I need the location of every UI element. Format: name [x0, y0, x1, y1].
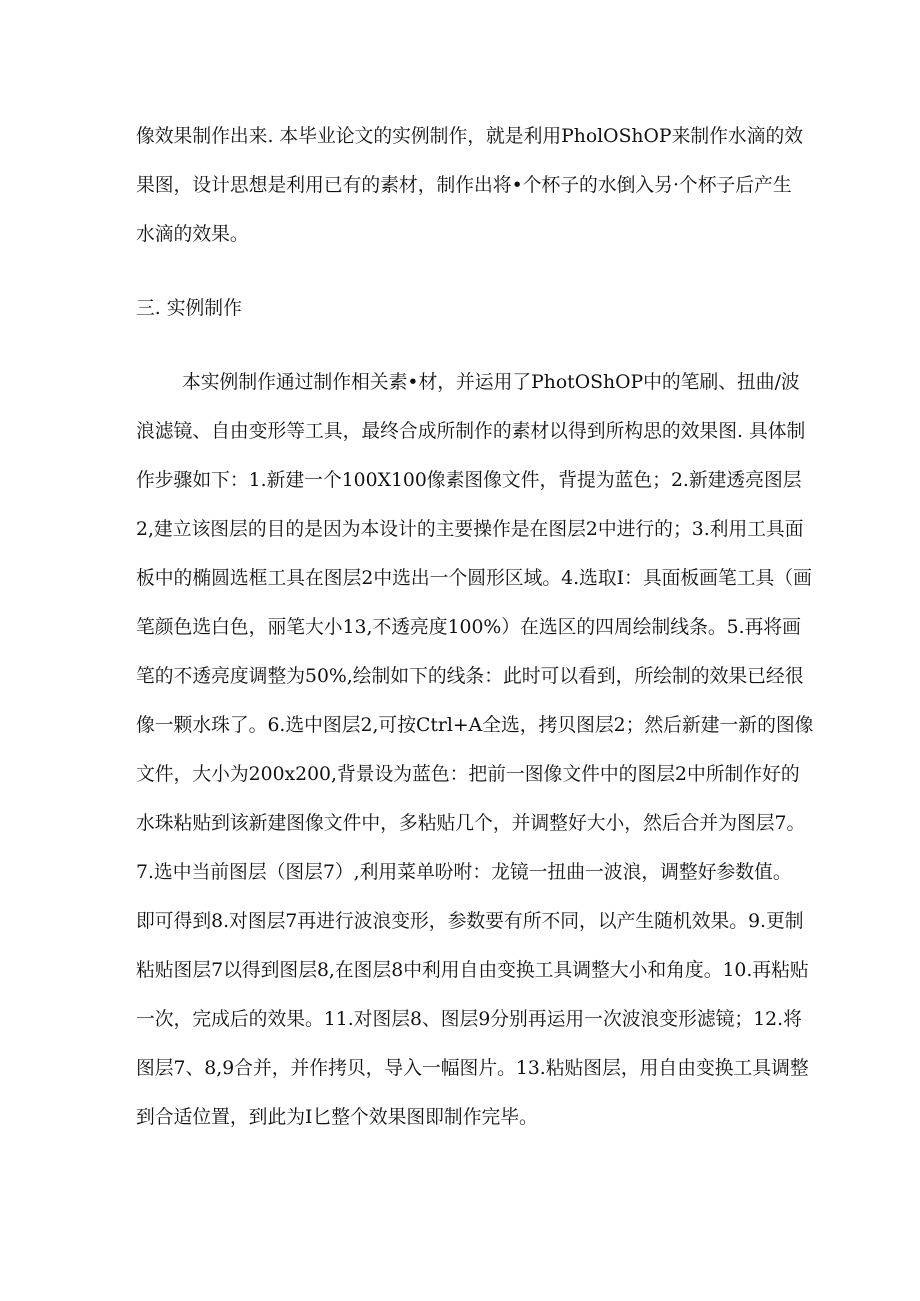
intro-line: 果图，设计思想是利用已有的素材，制作出将•个杯子的水倒入另·个杯子后产生: [136, 175, 792, 196]
body-line: 7.选中当前图层（图层7）,利用菜单吩咐：龙镜一扭曲一波浪，调整好参数值。: [136, 862, 792, 883]
body-line: 作步骤如下：1.新建一个100X100像素图像文件，背提为蓝色；2.新建透亮图层: [136, 470, 802, 491]
body-line: 笔的不透亮度调整为50%,绘制如下的线条：此时可以看到，所绘制的效果已经很: [136, 666, 804, 687]
body-line: 2,建立该图层的目的是因为本设计的主要操作是在图层2中进行的；3.利用工具面: [136, 519, 804, 540]
intro-line: 水滴的效果。: [136, 224, 249, 245]
body-line: 浪滤镜、自由变形等工具，最终合成所制作的素材以得到所构思的效果图. 具体制: [136, 421, 806, 442]
body-line: 即可得到8.对图层7再进行波浪变形，参数要有所不同，以产生随机效果。9.更制: [136, 911, 804, 932]
body-line: 粘贴图层7以得到图层8,在图层8中利用自由变换工具调整大小和角度。10.再粘贴: [136, 960, 809, 981]
body-line: 到合适位置，到此为I匕整个效果图即制作完毕。: [136, 1107, 538, 1128]
body-line: 本实例制作通过制作相关素•材，并运用了PhotOShOP中的笔刷、扭曲/波: [182, 372, 800, 393]
body-line: 笔颜色选白色，丽笔大小13,不透亮度100%）在选区的四周绘制线条。5.再将画: [136, 617, 801, 638]
section-heading: 三. 实例制作: [136, 298, 242, 319]
body-line: 板中的椭圆选框工具在图层2中选出一个圆形区域。4.选取I：具面板画笔工具（画: [136, 568, 812, 589]
body-line: 文件，大小为200x200,背景设为蓝色：把前一图像文件中的图层2中所制作好的: [136, 764, 800, 785]
intro-line: 像效果制作出来. 本毕业论文的实例制作，就是利用PholOShOP来制作水滴的效: [136, 126, 804, 147]
body-line: 图层7、8,9合并，并作拷贝，导入一幅图片。13.粘贴图层，用自由变换工具调整: [136, 1058, 809, 1079]
body-line: 像一颗水珠了。6.选中图层2,可按Ctrl+A全选，拷贝图层2；然后新建一新的图像: [136, 715, 814, 736]
body-line: 水珠粘贴到该新建图像文件中，多粘贴几个，并调整好大小，然后合并为图层7。: [136, 813, 806, 834]
body-line: 一次，完成后的效果。11.对图层8、图层9分别再运用一次波浪变形滤镜；12.将: [136, 1009, 802, 1030]
